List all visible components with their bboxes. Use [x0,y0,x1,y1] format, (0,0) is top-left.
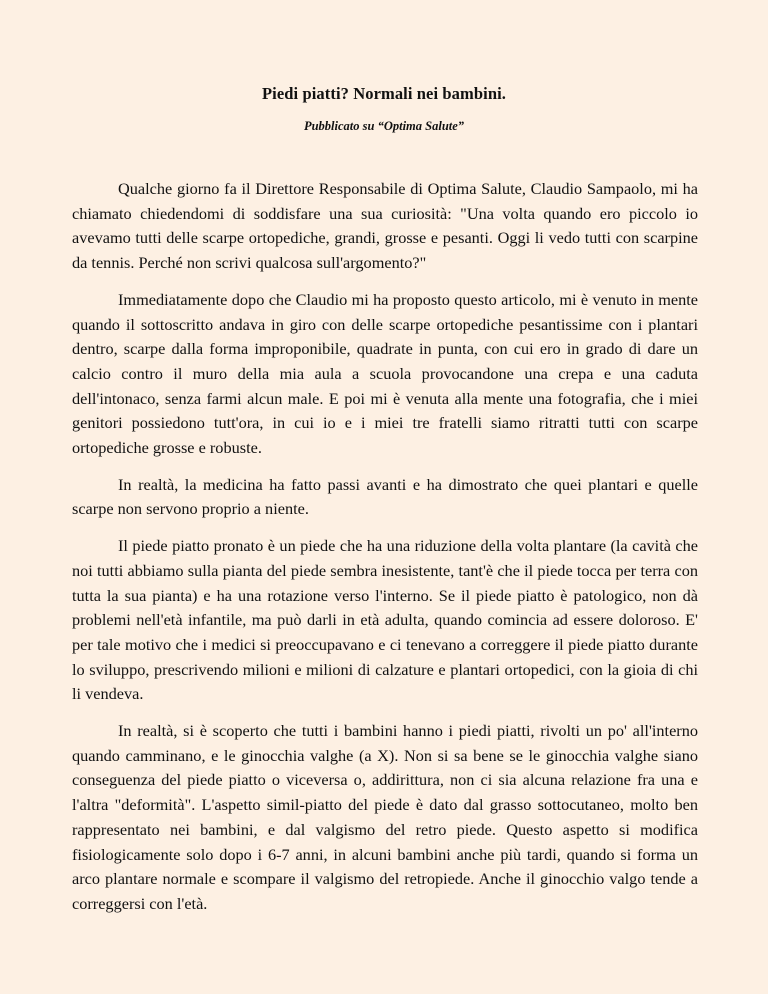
paragraph: In realtà, si è scoperto che tutti i bambini hanno i piedi piatti, rivolti un po' all'interno quando camminano, e le ginocchia valghe (a X). Non si sa bene se le ginocchia valghe siano conseguenza del piede piatto o viceversa o, addirittura, non ci sia alcuna relazione fra una e l'altra "deformità". L'aspetto simil-piatto del piede è dato dal grasso sottocutaneo, molto ben rappresentato nei bambini, e dal valgismo del retro piede. Questo aspetto si modifica fisiologicamente solo dopo i 6-7 anni, in alcuni bambini anche più tardi, quando si forma un arco plantare normale e scompare il valgismo del retropiede. Anche il ginocchio valgo tende a correggersi con l'età. [72,721,698,913]
article-subtitle: Pubblicato su “Optima Salute” [303,119,465,133]
paragraph: Qualche giorno fa il Direttore Responsabile di Optima Salute, Claudio Sampaolo, mi ha chiamato chiedendomi di soddisfare una sua curiosità: "Una volta quando ero piccolo io avevamo tutti delle scarpe ortopediche, grandi, grosse e pesanti. Oggi li vedo tutti con scarpine da tennis. Perché non scrivi qualcosa sull'argomento?" [72,179,698,273]
article-title: Piedi piatti? Normali nei bambini. [261,84,507,103]
article-body [72,177,698,929]
paragraph: In realtà, la medicina ha fatto passi avanti e ha dimostrato che quei plantari e quelle scarpe non servono proprio a niente. [72,474,698,519]
paragraph: Immediatamente dopo che Claudio mi ha proposto questo articolo, mi è venuto in mente quando il sottoscritto andava in giro con delle scarpe ortopediche pesantissime con i plantari dentro, scarpe dalla forma improponibile, quadrate in punta, con cui ero in grado di dare un calcio contro il muro della mia aula a scuola provocandone una crepa e una caduta dell'intonaco, senza farmi alcun male. E poi mi è venuta alla mente una fotografia, che i miei genitori possiedono tutt'ora, in cui io e i miei tre fratelli siamo ritratti tutti con scarpe ortopediche grosse e robuste. [72,289,698,458]
paragraph: Il piede piatto pronato è un piede che ha una riduzione della volta plantare (la cavità che noi tutti abbiamo sulla pianta del piede sembra inesistente, tant'è che il piede tocca per terra con tutta la sua pianta) e ha una rotazione verso l'interno. Se il piede piatto è patologico, non dà problemi nell'età infantile, ma può darli in età adulta, quando comincia ad essere doloroso. E' per tale motivo che i medici si preoccupavano e ci tenevano a correggere il piede piatto durante lo sviluppo, prescrivendo milioni e milioni di calzature e plantari ortopedici, con la gioia di chi li vendeva. [72,536,698,704]
